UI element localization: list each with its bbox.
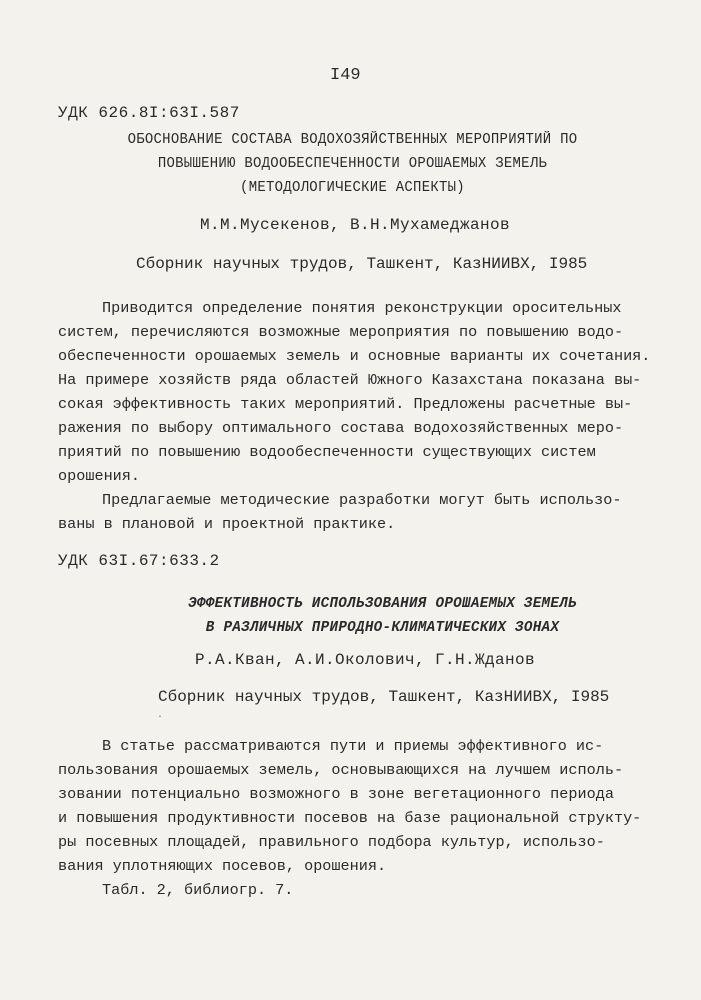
abstract-line: и повышения продуктивности посевов на базе рациональной структу- xyxy=(58,809,642,827)
article-1-authors: М.М.Мусекенов, В.Н.Мухамеджанов xyxy=(200,216,511,234)
abstract-line: приятий по повышению водообеспеченности существующих систем xyxy=(58,443,596,461)
abstract-line: Приводится определение понятия реконструкции оросительных xyxy=(102,299,622,317)
article-1-udc: УДК 626.8I:63I.587 xyxy=(58,104,240,122)
abstract-line: ваны в плановой и проектной практике. xyxy=(58,515,396,533)
article-2-abstract xyxy=(58,734,642,902)
abstract-line: ражения по выбору оптимального состава водохозяйственных меро- xyxy=(58,419,624,437)
article-1-source: Сборник научных трудов, Ташкент, КазНИИВХ, I985 xyxy=(136,255,588,273)
abstract-line: систем, перечисляются возможные мероприятия по повышению водо- xyxy=(58,323,624,341)
scan-mark: · xyxy=(157,712,164,723)
abstract-line: ры посевных площадей, правильного подбора культур, использо- xyxy=(58,833,605,851)
article-2-title-line: В РАЗЛИЧНЫХ ПРИРОДНО-КЛИМАТИЧЕСКИХ ЗОНАХ xyxy=(205,619,560,636)
article-2-udc: УДК 63I.67:633.2 xyxy=(58,552,220,570)
article-1-title-line: ПОВЫШЕНИЮ ВОДООБЕСПЕЧЕННОСТИ ОРОШАЕМЫХ ЗЕМЕЛЬ xyxy=(157,155,548,172)
abstract-line: Предлагаемые методические разработки могут быть использо- xyxy=(102,491,622,509)
abstract-line: пользования орошаемых земель, основывающихся на лучшем исполь- xyxy=(58,761,624,779)
article-1-title xyxy=(80,128,624,200)
abstract-line: На примере хозяйств ряда областей Южного Казахстана показана вы- xyxy=(58,371,642,389)
page-number: I49 xyxy=(330,66,361,85)
article-1-abstract xyxy=(58,296,651,536)
article-1-title-line: ОБОСНОВАНИЕ СОСТАВА ВОДОХОЗЯЙСТВЕННЫХ МЕРОПРИЯТИЙ ПО xyxy=(127,131,578,148)
article-2-source: Сборник научных трудов, Ташкент, КазНИИВХ, I985 xyxy=(158,688,610,706)
abstract-line: орошения. xyxy=(58,467,141,485)
abstract-line: вания уплотняющих посевов, орошения. xyxy=(58,857,387,875)
article-1-title-line: (МЕТОДОЛОГИЧЕСКИЕ АСПЕКТЫ) xyxy=(240,179,465,196)
article-2-authors: Р.А.Кван, А.И.Околович, Г.Н.Жданов xyxy=(195,651,536,669)
abstract-line: обеспеченности орошаемых земель и основные варианты их сочетания. xyxy=(58,347,651,365)
abstract-line: В статье рассматриваются пути и приемы эффективного ис- xyxy=(102,737,604,755)
article-2-title xyxy=(105,592,661,640)
abstract-line: сокая эффективность таких мероприятий. Предложены расчетные вы- xyxy=(58,395,633,413)
abstract-line: Табл. 2, библиогр. 7. xyxy=(102,881,294,899)
article-2-title-line: ЭФФЕКТИВНОСТЬ ИСПОЛЬЗОВАНИЯ ОРОШАЕМЫХ ЗЕМЕЛЬ xyxy=(188,595,577,612)
abstract-line: зовании потенциально возможного в зоне вегетационного периода xyxy=(58,785,614,803)
